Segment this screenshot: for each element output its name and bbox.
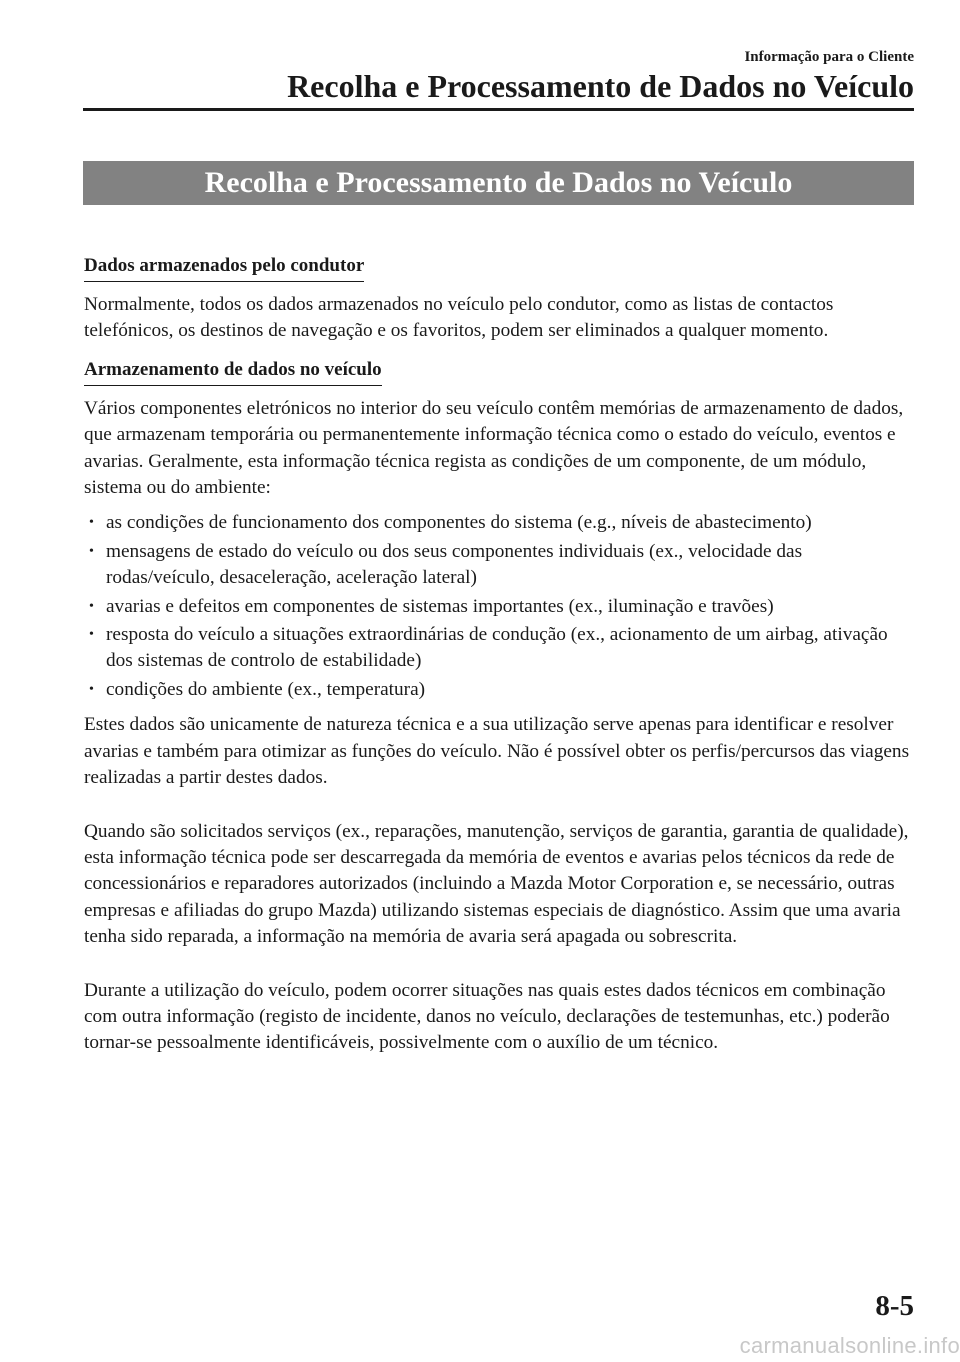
list-item-text: mensagens de estado do veículo ou dos seus componentes individuais (ex., velocidade das rodas/veículo, desaceleração, aceleração lateral) [106, 540, 803, 589]
list-item [84, 594, 914, 620]
paragraph-personal-identification: Durante a utilização do veículo, podem ocorrer situações nas quais estes dados técnicos em combinação com outra informação (registo de incidente, danos no veículo, declarações de testemunhas, etc.) poderão tornar-se pessoalmente identificáveis, possivelmente com o auxílio de um técnico. [84, 979, 890, 1054]
document-body [84, 253, 914, 1057]
list-item-text: avarias e defeitos em componentes de sistemas importantes (ex., iluminação e travões) [106, 595, 774, 617]
bullet-icon: • [89, 681, 94, 697]
bullet-icon: • [89, 515, 94, 531]
paragraph-vehicle-storage: Vários componentes eletrónicos no interior do seu veículo contêm memórias de armazenamento de dados, que armazenam temporária ou permanentemente informação técnica como o estado do veículo, eventos e avarias. Geralmente, esta informação técnica regista as condições de um componente, de um módulo, sistema ou do ambiente: [84, 397, 904, 499]
paragraph-service-download: Quando são solicitados serviços (ex., reparações, manutenção, serviços de garantia, garantia de qualidade), esta informação técnica pode ser descarregada da memória de eventos e avarias pelos técnicos da rede de concessionários e reparadores autorizados (incluindo a Mazda Motor Corporation e, se necessário, outras empresas e afiliadas do grupo Mazda) utilizando sistemas especiais de diagnóstico. Assim que uma avaria tenha sido reparada, a informação na memória de avaria será apagada ou sobrescrita. [84, 820, 909, 948]
paragraph-technical-nature: Estes dados são unicamente de natureza técnica e a sua utilização serve apenas para identificar e resolver avarias e também para otimizar as funções do veículo. Não é possível obter os perfis/percursos das viagens realizadas a partir destes dados. [84, 714, 910, 789]
list-item [84, 539, 914, 592]
page-header [287, 48, 914, 104]
page-number: 8-5 [875, 1290, 914, 1322]
list-item-text: as condições de funcionamento dos componentes do sistema (e.g., níveis de abastecimento) [106, 512, 812, 534]
list-item [84, 510, 914, 536]
header-category: Informação para o Cliente [744, 49, 914, 65]
bullet-list [84, 510, 914, 703]
list-item [84, 677, 914, 703]
header-title: Recolha e Processamento de Dados no Veículo [287, 68, 914, 104]
bullet-icon: • [89, 598, 94, 614]
watermark: carmanualsonline.info [739, 1333, 960, 1358]
section-title-banner: Recolha e Processamento de Dados no Veículo [83, 161, 914, 205]
list-item-text: condições do ambiente (ex., temperatura) [106, 678, 426, 700]
subheading-driver-data: Dados armazenados pelo condutor [84, 254, 364, 282]
list-item-text: resposta do veículo a situações extraordinárias de condução (ex., acionamento de um airbag, ativação dos sistemas de controlo de estabilidade) [106, 624, 888, 672]
subheading-vehicle-storage: Armazenamento de dados no veículo [84, 358, 382, 386]
bullet-icon: • [89, 543, 94, 559]
paragraph-driver-data: Normalmente, todos os dados armazenados no veículo pelo condutor, como as listas de contactos telefónicos, os destinos de navegação e os favoritos, podem ser eliminados a qualquer momento. [84, 294, 834, 342]
list-item [84, 622, 914, 675]
bullet-icon: • [89, 627, 94, 643]
header-divider [83, 108, 914, 111]
